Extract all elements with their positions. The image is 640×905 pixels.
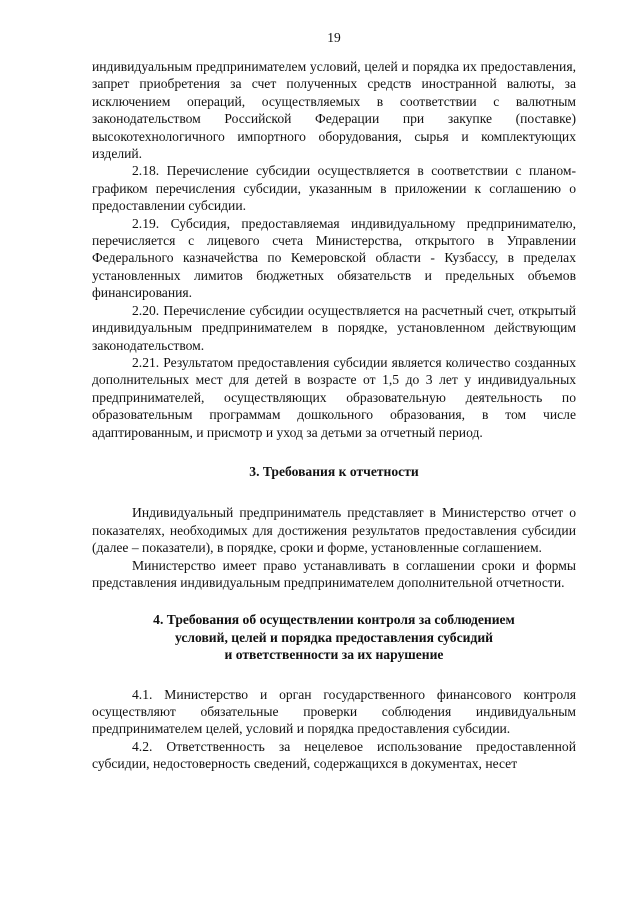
section-3-heading: 3. Требования к отчетности: [249, 463, 419, 479]
paragraph-2-18: 2.18. Перечисление субсидии осуществляется в соответствии с планом-графиком перечисления субсидии, указанным в приложении к соглашению о предоставлении субсидии.: [92, 163, 576, 214]
section-4-heading-line-2: условий, целей и порядка предоставления субсидий: [174, 629, 494, 645]
document-page: [92, 30, 576, 773]
paragraph-2-20: 2.20. Перечисление субсидии осуществляется на расчетный счет, открытый индивидуальным предпринимателем в порядке, установленном действующим законодательством.: [92, 302, 576, 353]
section-4-heading: [92, 611, 576, 663]
paragraph-4-2: 4.2. Ответственность за нецелевое использование предоставленной субсидии, недостоверность сведений, содержащихся в документах, несет: [92, 738, 576, 772]
paragraph-continuation: индивидуальным предпринимателем условий, целей и порядка их предоставления, запрет приобретения за счет полученных средств иностранной валюты, за исключением операций, осуществляемых в соответствии с валютным законодательством Российской Федерации при закупке (поставке) высокотехнологичного импортного оборудования, сырья и комплектующих изделий.: [92, 59, 576, 162]
section-3-paragraph-1: Индивидуальный предприниматель представляет в Министерство отчет о показателях, необходимых для достижения результатов предоставления субсидии (далее – показатели), в порядке, сроки и форме, установленные соглашением.: [92, 505, 576, 556]
section-3-paragraph-2: Министерство имеет право устанавливать в соглашении сроки и формы представления индивидуальным предпринимателем дополнительной отчетности.: [92, 557, 576, 590]
paragraph-4-1: 4.1. Министерство и орган государственного финансового контроля осуществляют обязательные проверки соблюдения индивидуальным предпринимателем целей, условий и порядка предоставления субсидии.: [92, 686, 576, 737]
section-4-heading-line-3: и ответственности за их нарушение: [224, 647, 444, 663]
section-4-heading-line-1: 4. Требования об осуществлении контроля за соблюдением: [153, 612, 515, 628]
paragraph-2-19: 2.19. Субсидия, предоставляемая индивидуальному предпринимателю, перечисляется с лицевого счета Министерства, открытого в Управлении Федерального казначейства по Кемеровской области - Кузбассу, в пределах установленных лимитов бюджетных обязательств и предельных объемов финансирования.: [92, 215, 576, 301]
page-number: 19: [327, 30, 341, 45]
paragraph-2-21: 2.21. Результатом предоставления субсидии является количество созданных дополнительных мест для детей в возрасте от 1,5 до 3 лет у индивидуальных предпринимателей, осуществляющих образовательную деятельность по образовательным программам дошкольного образования, в том числе адаптированным, и присмотр и уход за детьми за отчетный период.: [92, 354, 576, 440]
